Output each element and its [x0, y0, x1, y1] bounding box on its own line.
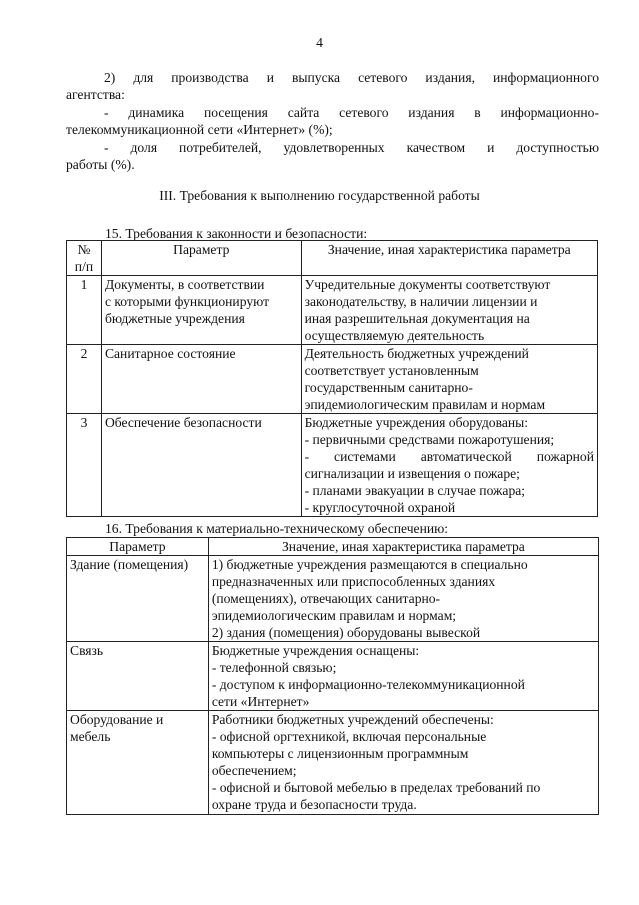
- table-row: [67, 556, 599, 642]
- row-value: Работники бюджетных учреждений обеспечены: - офисной оргтехникой, включая персональные компьютеры с лицензионным программным обеспечением; - офисной и бытовой мебелью в пределах требований по охране труда и безопасности труда.: [208, 711, 598, 815]
- table15-header-num: № п/п: [67, 241, 102, 276]
- table15: [66, 240, 598, 517]
- row-param: Санитарное состояние: [101, 345, 301, 414]
- text-line: 2) для производства и выпуска сетевого издания, информационного: [104, 70, 599, 85]
- table15-caption: 15. Требования к законности и безопасности:: [105, 226, 368, 241]
- table16-header-param: Параметр: [67, 538, 209, 556]
- intro-paragraph-2: [66, 104, 599, 138]
- row-value: Бюджетные учреждения оснащены: - телефонной связью; - доступом к информационно-телекоммуникационной сети «Интернет»: [208, 642, 598, 711]
- text-line: - доля потребителей, удовлетворенных качеством и доступностью: [104, 140, 599, 155]
- table16: [66, 537, 599, 815]
- row-number: 3: [67, 414, 102, 517]
- section-heading: III. Требования к выполнению государственной работы: [159, 188, 480, 203]
- table-row: [67, 414, 598, 517]
- table16-caption: 16. Требования к материально-техническому обеспечению:: [105, 521, 449, 536]
- text-line: работы (%).: [66, 157, 135, 173]
- table-row: [67, 642, 599, 711]
- text-line: - динамика посещения сайта сетевого издания в информационно-: [104, 105, 599, 120]
- row-value: Деятельность бюджетных учреждений соответствует установленным государственным санитарно- эпидемиологическим правилам и нормам: [301, 345, 597, 414]
- intro-paragraph-3: [66, 139, 599, 173]
- row-value: Бюджетные учреждения оборудованы: - первичными средствами пожаротушения; - системами автоматической пожарной сигнализации и извещения о пожаре; - планами эвакуации в случае пожара; - круглосуточной охраной: [301, 414, 597, 517]
- intro-paragraph-1: [66, 69, 599, 103]
- text-line: телекоммуникационной сети «Интернет» (%);: [66, 122, 333, 138]
- table15-header-value: Значение, иная характеристика параметра: [301, 241, 597, 276]
- page-number: 4: [316, 35, 323, 50]
- table-row: [67, 345, 598, 414]
- row-value: 1) бюджетные учреждения размещаются в специально предназначенных или приспособленных зданиях (помещениях), отвечающих санитарно- эпидемиологическим правилам и нормам; 2) здания (помещения) оборудованы вывеской: [208, 556, 598, 642]
- text-line: агентства:: [66, 87, 125, 103]
- row-number: 2: [67, 345, 102, 414]
- row-param: Связь: [67, 642, 209, 711]
- table15-header-param: Параметр: [101, 241, 301, 276]
- row-param: Здание (помещения): [67, 556, 209, 642]
- table15-header-row: [67, 241, 598, 276]
- table-row: [67, 711, 599, 815]
- table16-header-row: [67, 538, 599, 556]
- row-param: Обеспечение безопасности: [101, 414, 301, 517]
- row-param: Документы, в соответствии с которыми функционируют бюджетные учреждения: [101, 276, 301, 345]
- table16-header-value: Значение, иная характеристика параметра: [208, 538, 598, 556]
- row-param: Оборудование и мебель: [67, 711, 209, 815]
- row-number: 1: [67, 276, 102, 345]
- row-value: Учредительные документы соответствуют законодательству, в наличии лицензии и иная разрешительная документация на осуществляемую деятельность: [301, 276, 597, 345]
- table-row: [67, 276, 598, 345]
